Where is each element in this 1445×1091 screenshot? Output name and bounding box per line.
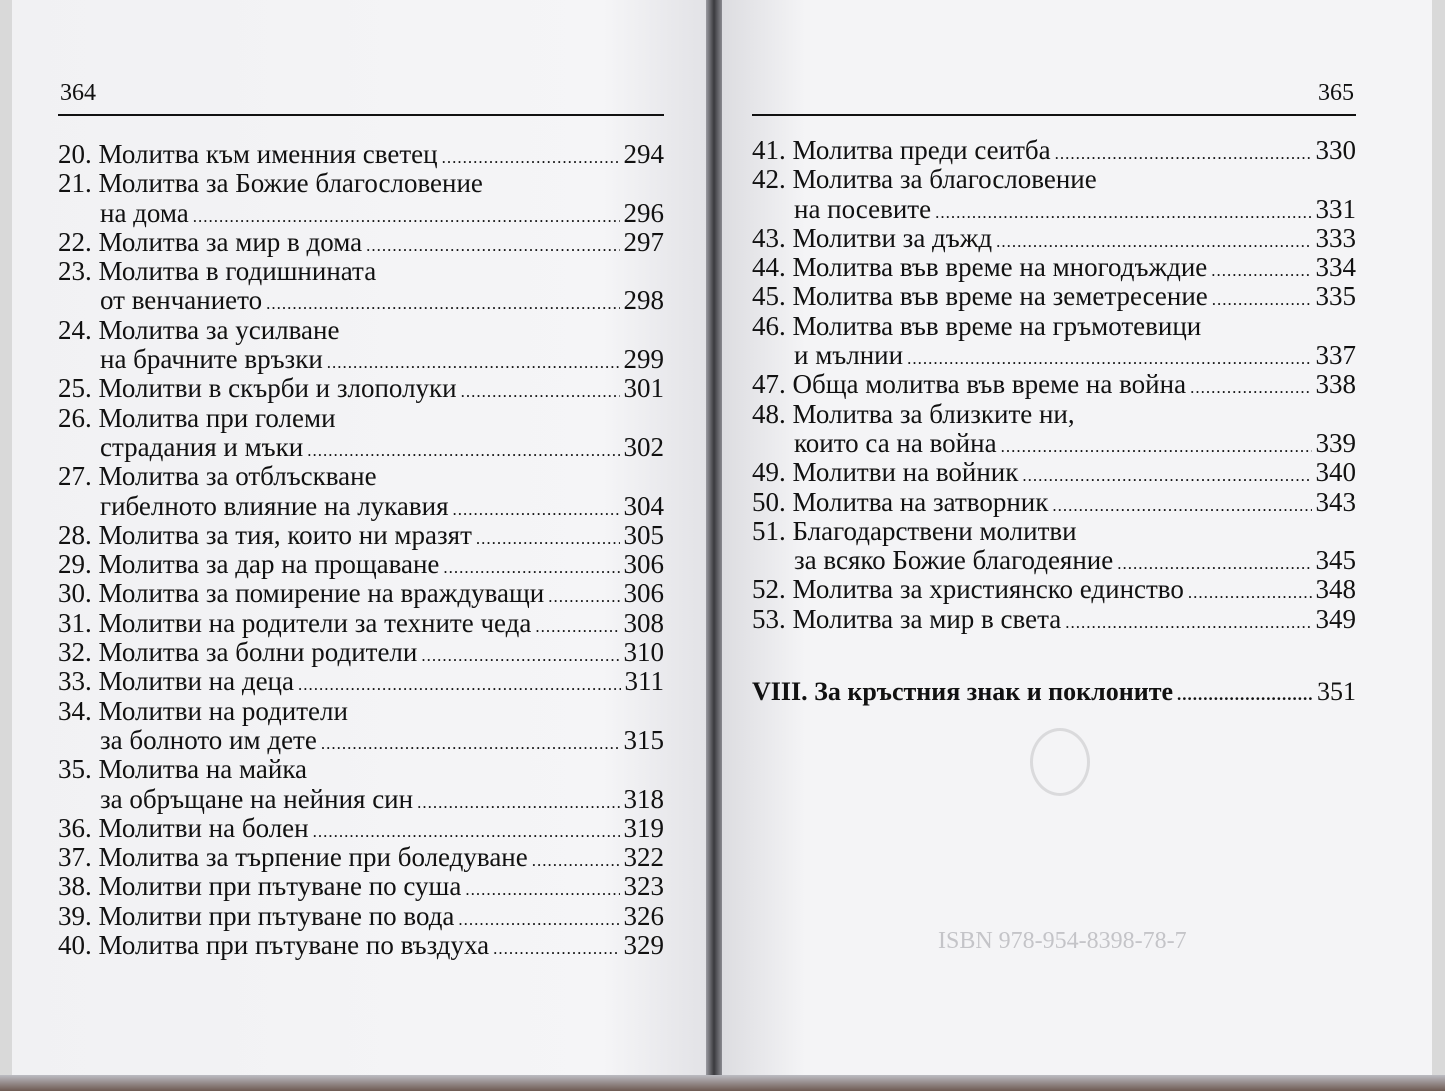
toc-entry-title: 34. Молитви на родители: [58, 695, 348, 726]
toc-entry: [58, 199, 664, 228]
toc-entry-title: за болното им дете: [100, 724, 317, 755]
dot-leader: [366, 231, 619, 260]
section-heading-page: 351: [1317, 677, 1356, 707]
toc-entry-page: 323: [623, 871, 664, 902]
toc-entry: [58, 345, 664, 374]
toc-entry-page: 296: [623, 197, 664, 228]
book-gutter: [706, 0, 722, 1075]
dot-leader: [1001, 432, 1312, 461]
right-toc-list: [752, 136, 1356, 707]
toc-entry: [752, 458, 1356, 487]
toc-entry-page: 329: [623, 930, 664, 961]
isbn-bleedthrough: ISBN 978-954-8398-78-7: [938, 928, 1187, 954]
toc-entry: [752, 517, 1356, 546]
toc-entry: [58, 638, 664, 667]
dot-leader: [1177, 680, 1313, 709]
dot-leader: [1052, 491, 1311, 520]
toc-entry-page: 299: [623, 344, 664, 375]
toc-entry-title: от венчанието: [100, 285, 263, 316]
toc-entry: [752, 605, 1356, 634]
toc-entry-title: 32. Молитва за болни родители: [58, 637, 418, 668]
dot-leader: [535, 612, 619, 641]
toc-entry-page: 335: [1315, 281, 1356, 312]
toc-entry-title: 51. Благодарствени молитви: [752, 515, 1077, 546]
toc-entry: [752, 429, 1356, 458]
toc-entry-page: 326: [623, 900, 664, 931]
toc-entry: [752, 165, 1356, 194]
toc-entry-page: 322: [623, 842, 664, 873]
toc-entry-title: 33. Молитви на деца: [58, 666, 294, 697]
toc-entry: [58, 785, 664, 814]
toc-entry: [752, 400, 1356, 429]
toc-entry-title: 35. Молитва на майка: [58, 754, 308, 785]
dot-leader: [417, 788, 619, 817]
toc-entry: [58, 726, 664, 755]
toc-entry: [58, 433, 664, 462]
toc-entry: [58, 843, 664, 872]
toc-entry: [58, 550, 664, 579]
toc-entry-title: на брачните връзки: [100, 344, 323, 375]
toc-entry-title: 48. Молитва за близките ни,: [752, 398, 1075, 429]
section-gap: [752, 634, 1356, 663]
toc-entry-title: 43. Молитви за дъжд: [752, 222, 993, 253]
toc-entry-title: 46. Молитва във време на гръмотевици: [752, 310, 1202, 341]
toc-entry: [752, 370, 1356, 399]
dot-leader: [465, 875, 619, 904]
toc-entry-title: 49. Молитви на войник: [752, 457, 1019, 488]
toc-entry-page: 301: [623, 373, 664, 404]
toc-entry-title: на посевите: [794, 193, 932, 224]
toc-entry: [58, 462, 664, 491]
toc-entry-title: за всяко Божие благодеяние: [794, 545, 1114, 576]
toc-entry-title: страдания и мъки: [100, 431, 304, 462]
toc-entry: [58, 228, 664, 257]
toc-entry-title: 47. Обща молитва във време на война: [752, 369, 1187, 400]
left-header-rule: [58, 114, 664, 116]
dot-leader: [1022, 461, 1311, 490]
toc-entry-title: 50. Молитва на затворник: [752, 486, 1049, 517]
dot-leader: [421, 641, 619, 670]
toc-entry: [58, 492, 664, 521]
toc-entry: [58, 609, 664, 638]
toc-entry: [58, 931, 664, 960]
section-gap: [752, 663, 1356, 677]
section-heading-title: VIII. За кръстния знак и поклоните: [752, 677, 1174, 707]
toc-entry-title: 26. Молитва при големи: [58, 402, 336, 433]
toc-entry-title: 20. Молитва към именния светец: [58, 139, 438, 169]
toc-entry-page: 318: [623, 783, 664, 814]
toc-entry-title: и мълнии: [794, 340, 904, 371]
toc-entry-page: 348: [1315, 574, 1356, 605]
toc-entry-title: 27. Молитва за отблъскване: [58, 461, 377, 492]
toc-entry-page: 331: [1315, 193, 1356, 224]
toc-entry-title: 39. Молитви при пътуване по вода: [58, 900, 455, 931]
toc-entry-title: 30. Молитва за помирение на враждуващи: [58, 578, 545, 609]
right-page-number: 365: [1318, 80, 1354, 106]
toc-entry-page: 305: [623, 519, 664, 550]
toc-entry-page: 302: [623, 431, 664, 462]
toc-entry-page: 349: [1315, 603, 1356, 634]
toc-entry-page: 315: [623, 724, 664, 755]
dot-leader: [1188, 578, 1312, 607]
toc-entry-title: 22. Молитва за мир в дома: [58, 226, 363, 257]
toc-entry: [58, 814, 664, 843]
dot-leader: [1212, 285, 1312, 314]
toc-entry-page: 304: [623, 490, 664, 521]
toc-entry-title: 44. Молитва във време на многодъждие: [752, 252, 1208, 283]
toc-entry-page: 330: [1315, 135, 1356, 165]
toc-entry-page: 339: [1315, 427, 1356, 458]
toc-entry-title: 41. Молитва преди сеитба: [752, 135, 1051, 165]
toc-entry: [752, 282, 1356, 311]
toc-entry-title: 52. Молитва за християнско единство: [752, 574, 1184, 605]
toc-entry: [58, 257, 664, 286]
toc-entry-page: 306: [623, 578, 664, 609]
toc-entry-title: 24. Молитва за усилване: [58, 314, 340, 345]
toc-entry-title: 38. Молитви при пътуване по суша: [58, 871, 462, 902]
toc-entry-page: 337: [1315, 340, 1356, 371]
dot-leader: [476, 524, 620, 553]
toc-entry: [58, 286, 664, 315]
toc-entry-title: 29. Молитва за дар на прощаване: [58, 549, 440, 580]
toc-entry: [58, 697, 664, 726]
toc-entry: [58, 755, 664, 784]
toc-entry-page: 340: [1315, 457, 1356, 488]
dot-leader: [1065, 608, 1311, 637]
toc-entry: [752, 224, 1356, 253]
toc-entry-page: 319: [623, 812, 664, 843]
toc-entry-title: гибелното влияние на лукавия: [100, 490, 449, 521]
section-heading: [752, 677, 1356, 706]
toc-entry-title: на дома: [100, 197, 189, 228]
dot-leader: [1190, 373, 1311, 402]
toc-entry-title: 21. Молитва за Божие благословение: [58, 168, 483, 199]
toc-entry: [752, 195, 1356, 224]
toc-entry: [58, 521, 664, 550]
book-bottom-edge: [0, 1075, 1445, 1091]
toc-entry: [752, 253, 1356, 282]
publisher-logo-bleedthrough: [1030, 728, 1090, 796]
dot-leader: [452, 495, 619, 524]
toc-entry-page: 333: [1315, 222, 1356, 253]
toc-entry: [58, 374, 664, 403]
toc-entry-page: 345: [1315, 545, 1356, 576]
toc-entry: [752, 546, 1356, 575]
toc-entry-page: 308: [623, 607, 664, 638]
dot-leader: [493, 934, 619, 963]
right-header-rule: [752, 114, 1356, 116]
toc-entry: [752, 312, 1356, 341]
toc-entry-title: 40. Молитва при пътуване по въздуха: [58, 930, 490, 961]
toc-entry-title: 53. Молитва за мир в света: [752, 603, 1062, 634]
toc-entry: [58, 316, 664, 345]
toc-entry-title: 25. Молитви в скърби и злополуки: [58, 373, 457, 404]
toc-entry-page: 343: [1315, 486, 1356, 517]
toc-entry-page: 306: [623, 549, 664, 580]
toc-entry-title: 36. Молитви на болен: [58, 812, 309, 843]
toc-entry-title: 23. Молитва в годишнината: [58, 256, 377, 287]
toc-entry: [752, 136, 1356, 165]
left-toc-list: [58, 140, 664, 960]
toc-entry-title: 31. Молитви на родители за техните чеда: [58, 607, 532, 638]
toc-entry-page: 310: [623, 637, 664, 668]
toc-entry: [752, 575, 1356, 604]
toc-entry-page: 334: [1315, 252, 1356, 283]
dot-leader: [461, 377, 620, 406]
toc-entry: [58, 169, 664, 198]
left-page-number: 364: [60, 80, 96, 106]
toc-entry: [752, 341, 1356, 370]
toc-entry-page: 311: [624, 666, 664, 697]
toc-entry: [58, 579, 664, 608]
toc-entry-page: 294: [623, 139, 664, 169]
dot-leader: [548, 582, 619, 611]
toc-entry-page: 297: [623, 226, 664, 257]
toc-entry: [58, 667, 664, 696]
toc-entry: [752, 488, 1356, 517]
toc-entry-title: които са на война: [794, 427, 997, 458]
toc-entry-title: за обръщане на нейния син: [100, 783, 414, 814]
toc-entry: [58, 902, 664, 931]
toc-entry-page: 298: [623, 285, 664, 316]
toc-entry-title: 28. Молитва за тия, които ни мразят: [58, 519, 472, 550]
toc-entry: [58, 872, 664, 901]
toc-entry: [58, 404, 664, 433]
toc-entry-page: 338: [1315, 369, 1356, 400]
toc-entry-title: 45. Молитва във време на земетресение: [752, 281, 1208, 312]
toc-entry-title: 42. Молитва за благословение: [752, 164, 1097, 195]
dot-leader: [1211, 256, 1311, 285]
toc-entry-title: 37. Молитва за търпение при боледуване: [58, 842, 528, 873]
toc-entry: [58, 140, 664, 169]
dot-leader: [321, 729, 620, 758]
dot-leader: [532, 846, 620, 875]
